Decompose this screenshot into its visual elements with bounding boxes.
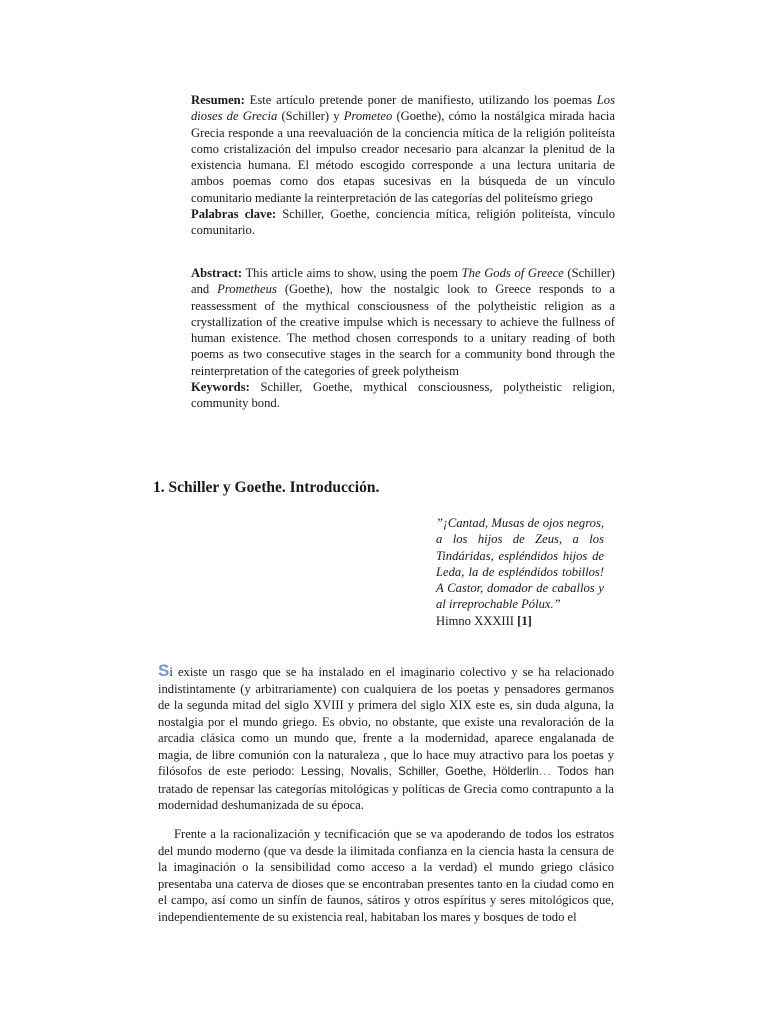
abstract-poem-title-2: Prometheus [217,282,277,297]
resumen-poem-title-1: Los dioses de Grecia [191,93,615,124]
abstract-text-1: This article aims to show, using the poem [242,266,462,280]
resumen-paragraph [191,92,615,206]
abstract-paragraph [191,265,615,379]
palabras-clave-text: Schiller, Goethe, conciencia mítica, religión politeísta, vínculo comunitario. [191,207,615,238]
keywords-text: Schiller, Goethe, mythical consciousness, polytheistic religion, community bond. [191,380,615,411]
section-heading: 1. Schiller y Goethe. Introducción. [153,479,380,496]
keywords-label: Keywords: [191,380,250,395]
paragraph-1-text [158,661,614,814]
resumen-text-3: (Goethe), cómo la nostálgica mirada hacia Grecia responde a una reevaluación de la conciencia mítica de la religión politeísta como cristalización del impulso creador necesario para alcanzar la plenitud de la existencia humana. El método escogido corresponde a una lectura unitaria de ambos poemas como dos etapas sucesivas en la búsqueda de un vínculo comunitario mediante la reinterpretación de las categorías del politeísmo griego [191,109,616,205]
drop-cap: S [158,661,170,680]
abstract-poem-title-1: The Gods of Greece [461,266,564,280]
body-paragraph-1 [158,661,614,814]
epigraph-source-title: Himno XXXIII [436,613,518,628]
abstract-block [191,265,615,412]
palabras-clave-label: Palabras clave: [191,207,277,222]
epigraph-quote [436,515,604,629]
resumen-label: Resumen: [191,93,245,107]
resumen-text-1: Este artículo pretende poner de manifiesto, utilizando los poemas [244,93,597,107]
resumen-poem-title-2: Prometeo [343,109,393,124]
keywords-paragraph [191,379,615,412]
paragraph-2-text: Frente a la racionalización y tecnificación que se va apoderando de todos los estratos del mundo moderno (que va desde la ilimitada confianza en la ciencia hasta la censura de la imaginación o la sensibilidad como acceso a la verdad) el mundo griego clásico presentaba una caterva de dioses que se encontraban presentes tanto en la ciudad como en el campo, así como un sinfín de faunos, sátiros y otros espíritus y seres mitológicos que, independientemente de su existencia real, habitaban los mares y bosques de todo el [158,827,614,924]
paragraph-1-alt-text-2: Todos han [551,765,614,778]
epigraph-source [436,613,604,629]
abstract-label: Abstract: [191,266,243,280]
paragraph-1-text-1: i existe un rasgo que se ha instalado en el imaginario colectivo y se ha relacionado indistintamente (y arbitrariamente) con cualquiera de los poetas y pensadores germanos de la segunda mitad del siglo XVIII y primera del siglo XIX este es, sin duda alguna, la nostalgia por el mundo griego. Es obvio, no obstante, que existe una revaloración de la arcadia clásica como un mundo que, frente a la modernidad, aparece engalanada de magia, de libre comunión con la naturaleza , que lo hace muy atractivo para los poetas y filósofos de este [158,665,614,778]
palabras-clave-paragraph [191,206,615,239]
resumen-text-2: (Schiller) y [277,109,344,124]
paragraph-1-alt-text-1: periodo: Lessing, Novalis, Schiller, Goethe, Hölderlin [252,765,539,778]
abstract-text-3: (Goethe), how the nostalgic look to Greece responds to a reassessment of the mythical consciousness of the polytheistic religion as a crystallization of the creative impulse which is necessary to achieve the fullness of human existence. The method chosen corresponds to a unitary reading of both poems as two consecutive stages in the search for a community bond through the reinterpretation of the categories of greek polytheism [191,282,615,378]
resumen-block [191,92,615,239]
paragraph-1-text-2: tratado de repensar las categorías mitológicas y políticas de Grecia como contrapunto a la modernidad deshumanizada de su época. [158,781,614,812]
abstract-text-2: (Schiller) and [191,266,615,297]
paragraph-1-ellipsis: … [538,764,552,778]
body-paragraph-2 [158,826,614,925]
footnote-link[interactable]: [1] [517,613,532,628]
epigraph-verse: ”¡Cantad, Musas de ojos negros, a los hijos de Zeus, a los Tindáridas, espléndidos hijos de Leda, la de espléndidos tobillos! A Castor, domador de caballos y al irreprochable Pólux.” [436,516,604,612]
